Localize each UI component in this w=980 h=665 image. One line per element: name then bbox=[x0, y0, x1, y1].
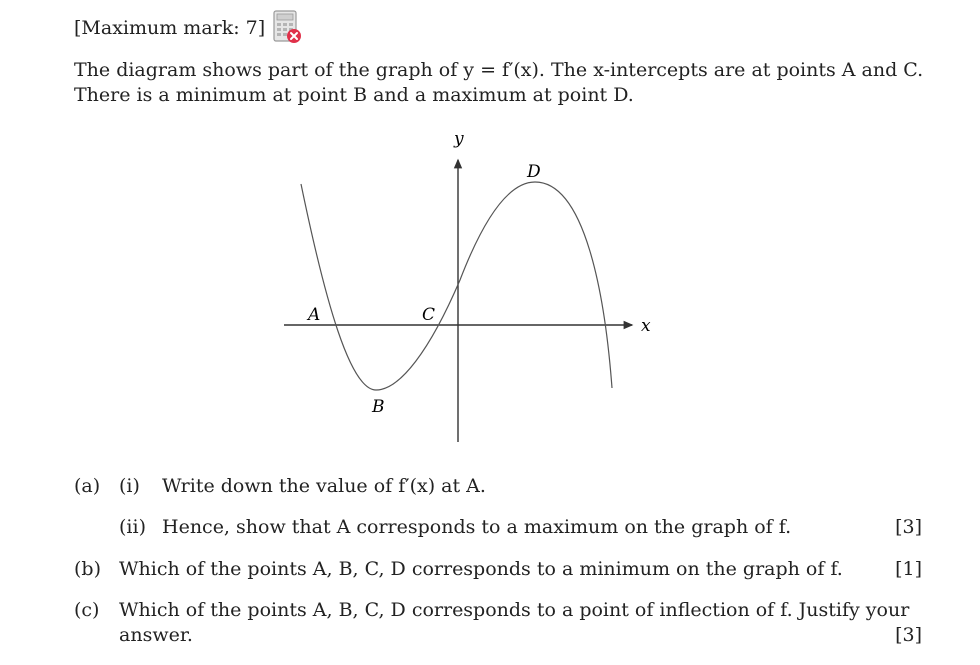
question-c-text-line-2: answer. bbox=[119, 624, 193, 646]
intro-line-2: There is a minimum at point B and a maximum at point D. bbox=[74, 84, 634, 106]
intro-line-1: The diagram shows part of the graph of y = f′(x). The x-intercepts are at points A and C. bbox=[74, 59, 924, 81]
question-a-label: (a) bbox=[74, 475, 101, 497]
question-b-text: Which of the points A, B, C, D corresponds to a minimum on the graph of f. bbox=[119, 558, 843, 580]
y-axis-label: y bbox=[454, 129, 464, 149]
point-a-label: A bbox=[308, 305, 321, 325]
question-a-ii-label: (ii) bbox=[119, 516, 146, 538]
question-a-ii-text: Hence, show that A corresponds to a maximum on the graph of f. bbox=[162, 516, 792, 538]
question-a-i-label: (i) bbox=[119, 475, 140, 497]
no-calculator-icon bbox=[272, 10, 302, 46]
question-c-marks: [3] bbox=[895, 624, 922, 646]
point-c-label: C bbox=[422, 305, 436, 325]
maximum-mark: [Maximum mark: 7] bbox=[74, 17, 266, 39]
graph-diagram bbox=[270, 120, 670, 450]
question-c-label: (c) bbox=[74, 599, 100, 621]
question-a-marks: [3] bbox=[895, 516, 922, 538]
question-c-text-line-1: Which of the points A, B, C, D corresponds to a point of inflection of f. Justify your bbox=[119, 599, 910, 621]
derivative-curve bbox=[301, 182, 612, 390]
point-b-label: B bbox=[372, 397, 385, 417]
point-d-label: D bbox=[527, 162, 541, 182]
x-axis-label: x bbox=[641, 316, 651, 336]
question-b-label: (b) bbox=[74, 558, 101, 580]
question-a-i-text: Write down the value of f′(x) at A. bbox=[162, 475, 486, 497]
question-b-marks: [1] bbox=[895, 558, 922, 580]
